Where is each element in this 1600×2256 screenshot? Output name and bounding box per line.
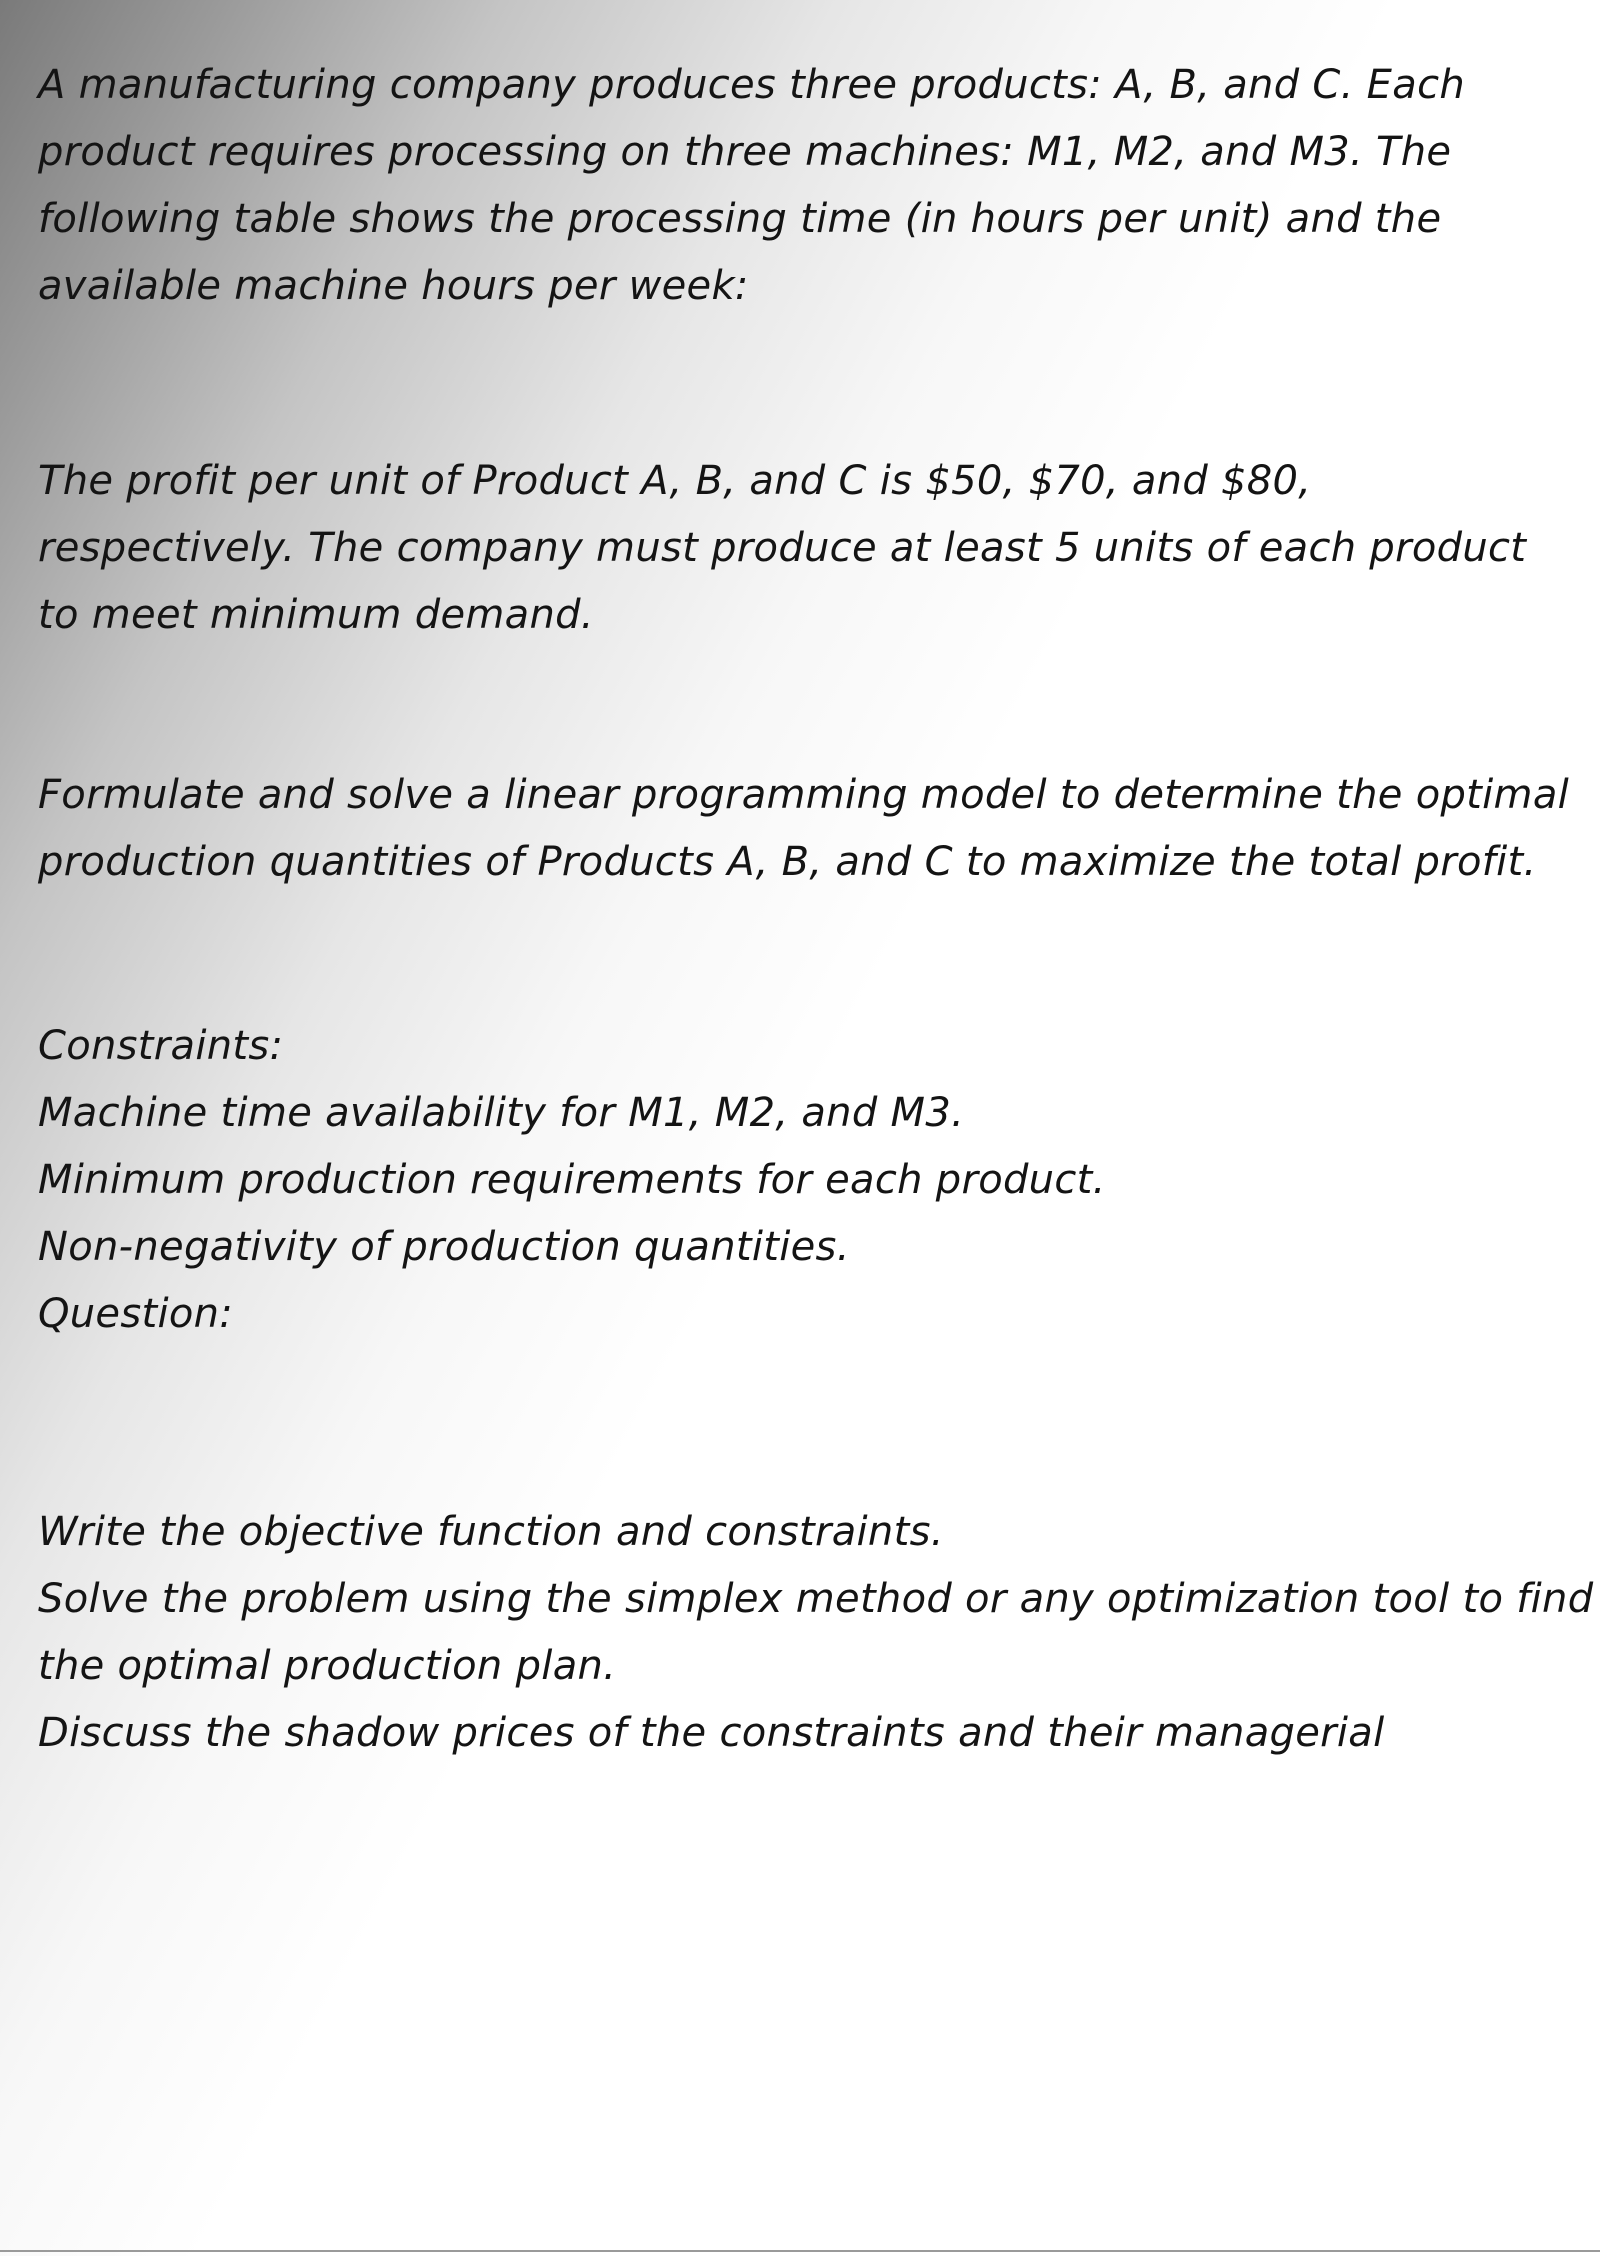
text-line: production quantities of Products A, B, and C to maximize the total profit. — [38, 839, 1537, 885]
constraint-item: Machine time availability for M1, M2, and M3. — [38, 1090, 965, 1136]
profit-paragraph — [38, 448, 1568, 649]
question-tasks — [38, 1499, 1594, 1767]
text-line: to meet minimum demand. — [38, 592, 594, 638]
constraints-section — [38, 1013, 1568, 1348]
page-bottom-rule — [0, 2250, 1600, 2252]
text-line: Formulate and solve a linear programming model to determine the optimal — [38, 772, 1570, 818]
text-line: following table shows the processing time (in hours per unit) and the — [38, 196, 1442, 242]
constraint-item: Non-negativity of production quantities. — [38, 1224, 850, 1270]
question-heading: Question: — [38, 1291, 234, 1337]
text-line: respectively. The company must produce at least 5 units of each product — [38, 525, 1527, 571]
intro-paragraph — [38, 52, 1568, 320]
task-item: Solve the problem using the simplex method or any optimization tool to find — [38, 1576, 1594, 1622]
task-item: the optimal production plan. — [38, 1643, 617, 1689]
formulate-paragraph — [38, 762, 1568, 896]
text-line: product requires processing on three machines: M1, M2, and M3. The — [38, 129, 1452, 175]
text-line: available machine hours per week: — [38, 263, 749, 309]
task-item: Discuss the shadow prices of the constraints and their managerial — [38, 1710, 1385, 1756]
constraint-item: Minimum production requirements for each product. — [38, 1157, 1106, 1203]
task-item: Write the objective function and constraints. — [38, 1509, 944, 1555]
constraints-heading: Constraints: — [38, 1023, 284, 1069]
text-line: A manufacturing company produces three products: A, B, and C. Each — [38, 62, 1466, 108]
text-line: The profit per unit of Product A, B, and C is $50, $70, and $80, — [38, 458, 1312, 504]
